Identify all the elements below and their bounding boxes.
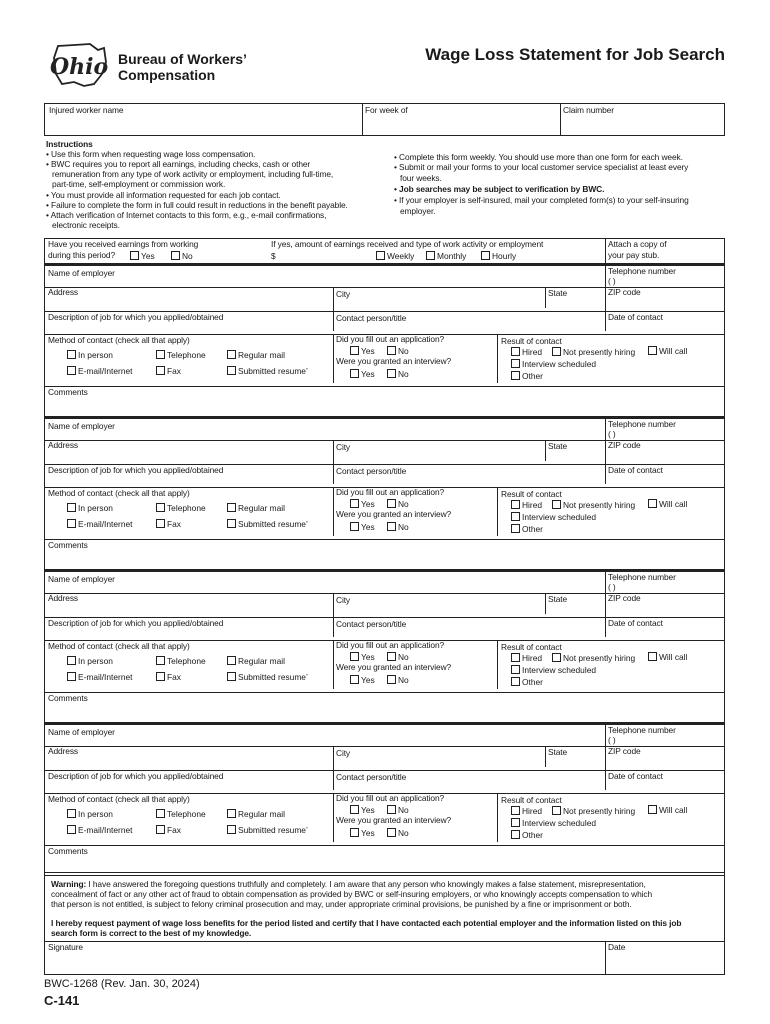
not-presently-hiring-checkbox[interactable] xyxy=(552,806,635,817)
contact-person-field[interactable]: Contact person/title xyxy=(336,772,407,782)
submitted-resume-checkbox[interactable] xyxy=(227,672,308,683)
contact-person-field[interactable]: Contact person/title xyxy=(336,313,407,323)
interview-scheduled-label: Interview scheduled xyxy=(522,818,597,828)
application-yes-label: Yes xyxy=(361,346,375,356)
organization-name xyxy=(118,51,247,83)
attach-pay-stub-note-2: your pay stub. xyxy=(608,250,660,260)
earnings-section xyxy=(44,238,725,264)
method-of-contact-label: Method of contact (check all that apply) xyxy=(48,488,190,498)
hourly-label: Hourly xyxy=(492,251,517,261)
fax-label: Fax xyxy=(167,519,181,529)
earnings-yes-checkbox[interactable] xyxy=(130,251,155,262)
address-field[interactable]: Address xyxy=(48,287,79,297)
city-field[interactable]: City xyxy=(336,442,351,452)
interview-yes-label: Yes xyxy=(361,369,375,379)
result-of-contact-label: Result of contact xyxy=(501,795,562,805)
interview-scheduled-checkbox[interactable] xyxy=(511,665,596,676)
top-fields-box xyxy=(44,103,725,136)
application-yes-label: Yes xyxy=(361,499,375,509)
interview-yes-label: Yes xyxy=(361,828,375,838)
other-checkbox[interactable] xyxy=(511,524,543,535)
in-person-label: In person xyxy=(78,656,113,666)
for-week-of-field[interactable]: For week of xyxy=(365,105,408,115)
regular-mail-label: Regular mail xyxy=(238,350,286,360)
regular-mail-label: Regular mail xyxy=(238,656,286,666)
will-call-label: Will call xyxy=(659,499,688,509)
in-person-label: In person xyxy=(78,809,113,819)
not-presently-hiring-label: Not presently hiring xyxy=(563,806,636,816)
phone-area-code: ( ) xyxy=(608,582,616,592)
telephone-checkbox[interactable] xyxy=(156,503,206,514)
interview-yes-checkbox[interactable] xyxy=(350,675,375,686)
fax-label: Fax xyxy=(167,825,181,835)
other-checkbox[interactable] xyxy=(511,830,543,841)
employer-contact-block xyxy=(44,570,725,723)
employer-name-field[interactable]: Name of employer xyxy=(48,268,115,278)
instruction-line: part-time, self-employment or commission work. xyxy=(52,179,226,189)
will-call-checkbox[interactable] xyxy=(648,346,687,357)
will-call-checkbox[interactable] xyxy=(648,499,687,510)
interview-yes-checkbox[interactable] xyxy=(350,522,375,533)
signature-field[interactable]: Signature xyxy=(48,942,83,952)
employer-contact-block xyxy=(44,723,725,876)
method-of-contact-label: Method of contact (check all that apply) xyxy=(48,335,190,345)
email-internet-label: E-mail/Internet xyxy=(78,519,133,529)
telephone-label: Telephone xyxy=(167,656,206,666)
interview-yes-checkbox[interactable] xyxy=(350,828,375,839)
zip-code-field[interactable]: ZIP code xyxy=(608,440,641,450)
warning-certification-box xyxy=(44,872,725,975)
interview-no-checkbox[interactable] xyxy=(387,828,409,839)
job-description-field[interactable]: Description of job for which you applied/obtained xyxy=(48,312,224,322)
result-of-contact-label: Result of contact xyxy=(501,336,562,346)
application-yes-label: Yes xyxy=(361,805,375,815)
phone-area-code: ( ) xyxy=(608,735,616,745)
telephone-number-field[interactable]: Telephone number xyxy=(608,419,676,429)
zip-code-field[interactable]: ZIP code xyxy=(608,593,641,603)
contact-person-field[interactable]: Contact person/title xyxy=(336,619,407,629)
employer-contact-block xyxy=(44,264,725,417)
hired-label: Hired xyxy=(522,500,543,510)
application-no-label: No xyxy=(398,346,409,356)
instruction-line: • Use this form when requesting wage loss compensation. xyxy=(46,149,256,159)
instruction-line: • BWC requires you to report all earnings, including checks, cash or other xyxy=(46,159,311,169)
svg-text:Ohio: Ohio xyxy=(50,54,109,80)
weekly-label: Weekly xyxy=(387,251,415,261)
will-call-checkbox[interactable] xyxy=(648,805,687,816)
method-of-contact-label: Method of contact (check all that apply) xyxy=(48,794,190,804)
employer-contact-block xyxy=(44,417,725,570)
other-checkbox[interactable] xyxy=(511,371,543,382)
interview-scheduled-checkbox[interactable] xyxy=(511,818,596,829)
fax-label: Fax xyxy=(167,672,181,682)
instructions xyxy=(44,140,725,238)
instruction-line: remuneration from any type of work activity or employment, including full-time, xyxy=(52,169,334,179)
earnings-no-label: No xyxy=(182,251,193,261)
signature-date-field[interactable]: Date xyxy=(608,942,626,952)
hourly-checkbox[interactable] xyxy=(481,251,516,262)
fax-checkbox[interactable] xyxy=(156,519,181,530)
telephone-number-field[interactable]: Telephone number xyxy=(608,266,676,276)
will-call-label: Will call xyxy=(659,346,688,356)
instruction-line: • Complete this form weekly. You should use more than one form for each week. xyxy=(394,152,683,162)
regular-mail-checkbox[interactable] xyxy=(227,350,285,361)
address-field[interactable]: Address xyxy=(48,593,79,603)
certification-line-1: I hereby request payment of wage loss benefits for the period listed and certify that I have contacted each potential employer and the information listed on this job xyxy=(51,918,682,928)
fax-checkbox[interactable] xyxy=(156,825,181,836)
email-internet-checkbox[interactable] xyxy=(67,366,132,377)
interview-scheduled-checkbox[interactable] xyxy=(511,359,596,370)
earnings-amount-label: If yes, amount of earnings received and type of work activity or employment xyxy=(271,239,544,249)
interview-scheduled-label: Interview scheduled xyxy=(522,359,597,369)
warning-text xyxy=(51,879,718,910)
form-title: Wage Loss Statement for Job Search xyxy=(425,45,725,64)
form-code: C-141 xyxy=(44,993,80,1008)
comments-field[interactable]: Comments xyxy=(48,387,88,397)
will-call-label: Will call xyxy=(659,805,688,815)
employer-name-field[interactable]: Name of employer xyxy=(48,574,115,584)
submitted-resume-label: Submitted resume’ xyxy=(238,519,308,529)
email-internet-label: E-mail/Internet xyxy=(78,366,133,376)
interview-question: Were you granted an interview? xyxy=(336,815,452,825)
warning-line-2: concealment of fact or any other act of fraud to obtain compensation as provided by BWC or self-insuring employers, or who knowingly accepts compensation to which xyxy=(51,889,653,900)
email-internet-label: E-mail/Internet xyxy=(78,672,133,682)
comments-field[interactable]: Comments xyxy=(48,540,88,550)
regular-mail-label: Regular mail xyxy=(238,809,286,819)
other-label: Other xyxy=(522,371,543,381)
date-of-contact-field[interactable]: Date of contact xyxy=(608,618,663,628)
address-field[interactable]: Address xyxy=(48,746,79,756)
telephone-label: Telephone xyxy=(167,350,206,360)
not-presently-hiring-checkbox[interactable] xyxy=(552,500,635,511)
org-line-2: Compensation xyxy=(118,67,216,83)
submitted-resume-checkbox[interactable] xyxy=(227,825,308,836)
weekly-checkbox[interactable] xyxy=(376,251,414,262)
fax-checkbox[interactable] xyxy=(156,366,181,377)
not-presently-hiring-label: Not presently hiring xyxy=(563,653,636,663)
in-person-label: In person xyxy=(78,503,113,513)
submitted-resume-checkbox[interactable] xyxy=(227,366,308,377)
instruction-line: electronic receipts. xyxy=(52,220,120,230)
other-label: Other xyxy=(522,830,543,840)
earnings-question: Have you received earnings from working xyxy=(48,239,199,249)
date-of-contact-field[interactable]: Date of contact xyxy=(608,312,663,322)
certification-line-2: search form is correct to the best of my knowledge. xyxy=(51,928,252,939)
state-field[interactable]: State xyxy=(548,747,568,757)
interview-scheduled-label: Interview scheduled xyxy=(522,665,597,675)
instruction-line: four weeks. xyxy=(400,173,442,183)
not-presently-hiring-checkbox[interactable] xyxy=(552,347,635,358)
application-no-label: No xyxy=(398,652,409,662)
job-description-field[interactable]: Description of job for which you applied/obtained xyxy=(48,771,224,781)
state-field[interactable]: State xyxy=(548,288,568,298)
regular-mail-checkbox[interactable] xyxy=(227,809,285,820)
other-label: Other xyxy=(522,677,543,687)
instruction-line: employer. xyxy=(400,206,436,216)
address-field[interactable]: Address xyxy=(48,440,79,450)
telephone-number-field[interactable]: Telephone number xyxy=(608,572,676,582)
org-line-1: Bureau of Workers’ xyxy=(118,51,247,67)
email-internet-label: E-mail/Internet xyxy=(78,825,133,835)
will-call-checkbox[interactable] xyxy=(648,652,687,663)
in-person-checkbox[interactable] xyxy=(67,503,113,514)
monthly-checkbox[interactable] xyxy=(426,251,466,262)
other-label: Other xyxy=(522,524,543,534)
result-of-contact-label: Result of contact xyxy=(501,489,562,499)
not-presently-hiring-label: Not presently hiring xyxy=(563,500,636,510)
instruction-line: • If your employer is self-insured, mail your completed form(s) to your self-insuring xyxy=(394,195,689,205)
in-person-checkbox[interactable] xyxy=(67,809,113,820)
city-field[interactable]: City xyxy=(336,748,351,758)
zip-code-field[interactable]: ZIP code xyxy=(608,746,641,756)
job-description-field[interactable]: Description of job for which you applied/obtained xyxy=(48,465,224,475)
hired-checkbox[interactable] xyxy=(511,653,542,664)
employer-name-field[interactable]: Name of employer xyxy=(48,421,115,431)
certification-text xyxy=(51,918,718,938)
comments-field[interactable]: Comments xyxy=(48,693,88,703)
interview-no-label: No xyxy=(398,522,409,532)
phone-area-code: ( ) xyxy=(608,276,616,286)
form-number: BWC-1268 (Rev. Jan. 30, 2024) xyxy=(44,978,200,990)
instruction-line: • You must provide all information requested for each job contact. xyxy=(46,190,281,200)
employer-name-field[interactable]: Name of employer xyxy=(48,727,115,737)
job-description-field[interactable]: Description of job for which you applied/obtained xyxy=(48,618,224,628)
hired-label: Hired xyxy=(522,806,543,816)
phone-area-code: ( ) xyxy=(608,429,616,439)
warning-line-1: I have answered the foregoing questions truthfully and completely. I am aware that any person who knowingly makes a false statement, misrepresentation, xyxy=(88,879,646,889)
instruction-line: • Attach verification of Internet contacts to this form, e.g., e-mail confirmations, xyxy=(46,210,327,220)
interview-question: Were you granted an interview? xyxy=(336,662,452,672)
interview-scheduled-checkbox[interactable] xyxy=(511,512,596,523)
city-field[interactable]: City xyxy=(336,289,351,299)
earnings-question-2: during this period? xyxy=(48,250,116,260)
interview-no-checkbox[interactable] xyxy=(387,369,409,380)
hired-label: Hired xyxy=(522,653,543,663)
hired-checkbox[interactable] xyxy=(511,347,542,358)
regular-mail-checkbox[interactable] xyxy=(227,656,285,667)
email-internet-checkbox[interactable] xyxy=(67,825,132,836)
telephone-checkbox[interactable] xyxy=(156,350,206,361)
method-of-contact-label: Method of contact (check all that apply) xyxy=(48,641,190,651)
application-question: Did you fill out an application? xyxy=(336,487,445,497)
telephone-label: Telephone xyxy=(167,809,206,819)
in-person-checkbox[interactable] xyxy=(67,656,113,667)
in-person-label: In person xyxy=(78,350,113,360)
result-of-contact-label: Result of contact xyxy=(501,642,562,652)
interview-no-checkbox[interactable] xyxy=(387,675,409,686)
ohio-logo-icon xyxy=(44,40,112,90)
telephone-label: Telephone xyxy=(167,503,206,513)
instruction-line: • Failure to complete the form in full could result in reductions in the benefit payable. xyxy=(46,200,348,210)
application-no-label: No xyxy=(398,805,409,815)
warning-line-3: that person is not entitled, is subject to felony criminal prosecution and may, under appropriate criminal provisions, be punished by a fine or imprisonment or both. xyxy=(51,899,632,910)
interview-yes-label: Yes xyxy=(361,522,375,532)
date-of-contact-field[interactable]: Date of contact xyxy=(608,771,663,781)
warning-label: Warning: xyxy=(51,879,87,889)
email-internet-checkbox[interactable] xyxy=(67,672,132,683)
application-yes-label: Yes xyxy=(361,652,375,662)
instructions-heading: Instructions xyxy=(46,139,93,149)
fax-checkbox[interactable] xyxy=(156,672,181,683)
not-presently-hiring-label: Not presently hiring xyxy=(563,347,636,357)
interview-yes-label: Yes xyxy=(361,675,375,685)
contact-person-field[interactable]: Contact person/title xyxy=(336,466,407,476)
other-checkbox[interactable] xyxy=(511,677,543,688)
in-person-checkbox[interactable] xyxy=(67,350,113,361)
zip-code-field[interactable]: ZIP code xyxy=(608,287,641,297)
interview-no-label: No xyxy=(398,369,409,379)
interview-yes-checkbox[interactable] xyxy=(350,369,375,380)
regular-mail-label: Regular mail xyxy=(238,503,286,513)
email-internet-checkbox[interactable] xyxy=(67,519,132,530)
comments-field[interactable]: Comments xyxy=(48,846,88,856)
submitted-resume-label: Submitted resume’ xyxy=(238,366,308,376)
interview-no-checkbox[interactable] xyxy=(387,522,409,533)
attach-pay-stub-note: Attach a copy of xyxy=(608,239,667,249)
monthly-label: Monthly xyxy=(437,251,467,261)
application-question: Did you fill out an application? xyxy=(336,640,445,650)
submitted-resume-label: Submitted resume’ xyxy=(238,672,308,682)
application-no-label: No xyxy=(398,499,409,509)
will-call-label: Will call xyxy=(659,652,688,662)
date-of-contact-field[interactable]: Date of contact xyxy=(608,465,663,475)
hired-label: Hired xyxy=(522,347,543,357)
earnings-no-checkbox[interactable] xyxy=(171,251,193,262)
hired-checkbox[interactable] xyxy=(511,500,542,511)
city-field[interactable]: City xyxy=(336,595,351,605)
submitted-resume-label: Submitted resume’ xyxy=(238,825,308,835)
earnings-yes-label: Yes xyxy=(141,251,155,261)
instruction-line: • Job searches may be subject to verification by BWC. xyxy=(394,184,605,194)
interview-question: Were you granted an interview? xyxy=(336,356,452,366)
fax-label: Fax xyxy=(167,366,181,376)
instruction-line: • Submit or mail your forms to your local customer service specialist at least every xyxy=(394,162,689,172)
telephone-checkbox[interactable] xyxy=(156,656,206,667)
state-field[interactable]: State xyxy=(548,594,568,604)
not-presently-hiring-checkbox[interactable] xyxy=(552,653,635,664)
interview-no-label: No xyxy=(398,828,409,838)
telephone-number-field[interactable]: Telephone number xyxy=(608,725,676,735)
claim-number-field[interactable]: Claim number xyxy=(563,105,614,115)
injured-worker-name-field[interactable]: Injured worker name xyxy=(49,105,124,115)
telephone-checkbox[interactable] xyxy=(156,809,206,820)
state-field[interactable]: State xyxy=(548,441,568,451)
hired-checkbox[interactable] xyxy=(511,806,542,817)
interview-question: Were you granted an interview? xyxy=(336,509,452,519)
regular-mail-checkbox[interactable] xyxy=(227,503,285,514)
interview-no-label: No xyxy=(398,675,409,685)
interview-scheduled-label: Interview scheduled xyxy=(522,512,597,522)
earnings-amount-field[interactable]: $ xyxy=(271,251,276,261)
application-question: Did you fill out an application? xyxy=(336,334,445,344)
submitted-resume-checkbox[interactable] xyxy=(227,519,308,530)
application-question: Did you fill out an application? xyxy=(336,793,445,803)
